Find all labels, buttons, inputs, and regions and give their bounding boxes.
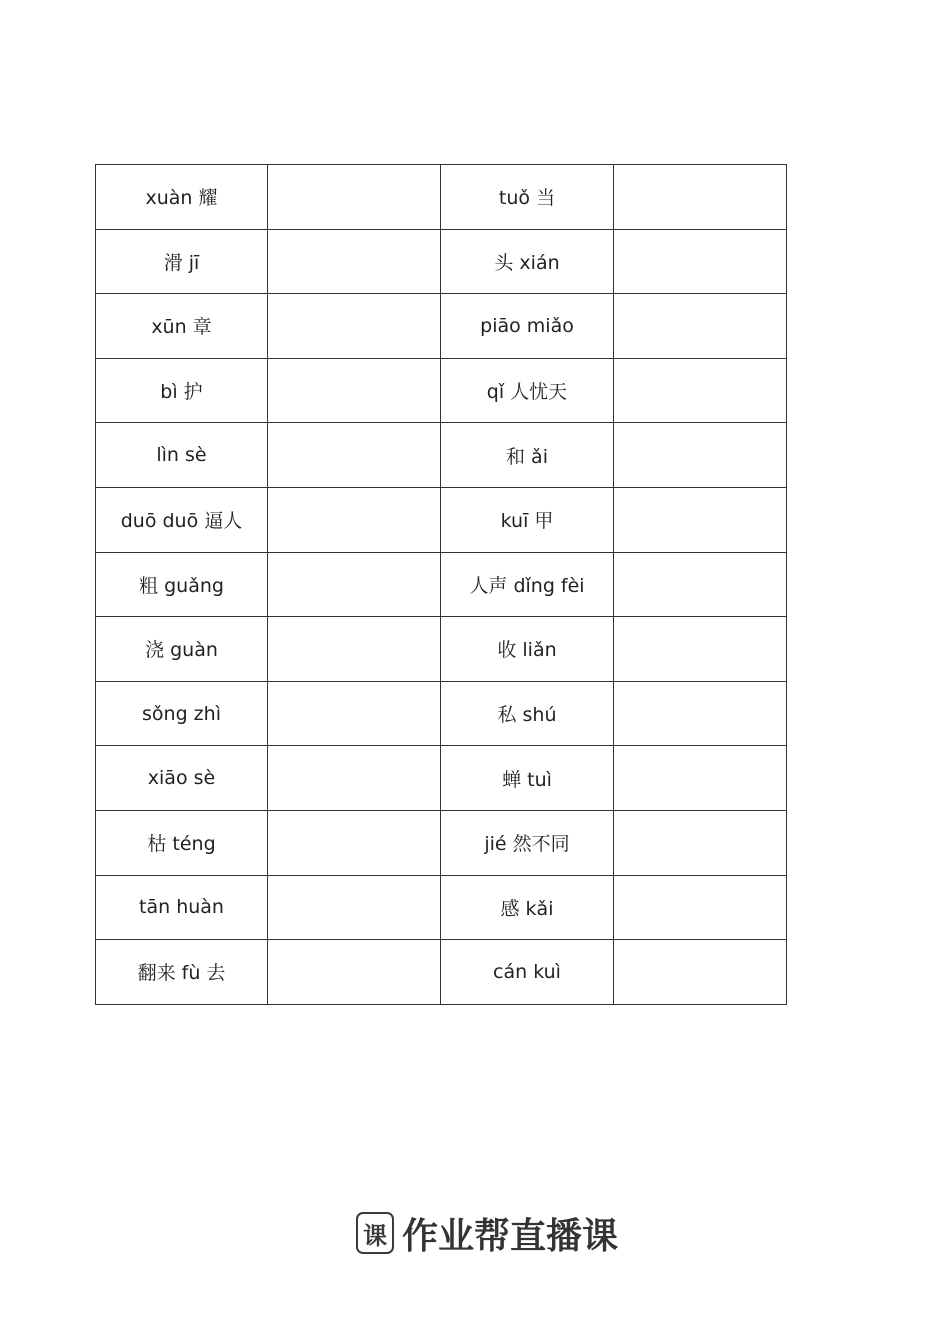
answer-cell-right[interactable] — [614, 552, 787, 617]
prompt-cell-right: 收 liǎn — [441, 617, 614, 682]
prompt-cell-left: 粗 guǎng — [96, 552, 268, 617]
answer-cell-left[interactable] — [268, 487, 441, 552]
prompt-cell-left: xūn 章 — [96, 294, 268, 359]
table-row — [96, 165, 787, 230]
answer-cell-left[interactable] — [268, 423, 441, 488]
prompt-cell-left: sǒng zhì — [96, 681, 268, 746]
answer-cell-right[interactable] — [614, 294, 787, 359]
prompt-cell-right: piāo miǎo — [441, 294, 614, 359]
answer-cell-left[interactable] — [268, 875, 441, 940]
answer-cell-left[interactable] — [268, 165, 441, 230]
logo-badge-icon: 课 — [356, 1212, 394, 1254]
prompt-cell-right: tuǒ 当 — [441, 165, 614, 230]
prompt-cell-right: 和 ǎi — [441, 423, 614, 488]
prompt-cell-left: duō duō 逼人 — [96, 487, 268, 552]
answer-cell-right[interactable] — [614, 746, 787, 811]
table-row — [96, 358, 787, 423]
prompt-cell-right: 蝉 tuì — [441, 746, 614, 811]
prompt-cell-right: kuī 甲 — [441, 487, 614, 552]
answer-cell-left[interactable] — [268, 810, 441, 875]
prompt-cell-right: qǐ 人忧天 — [441, 358, 614, 423]
answer-cell-left[interactable] — [268, 229, 441, 294]
prompt-cell-left: lìn sè — [96, 423, 268, 488]
prompt-cell-left: 枯 téng — [96, 810, 268, 875]
prompt-cell-left: 浇 guàn — [96, 617, 268, 682]
table-row — [96, 423, 787, 488]
answer-cell-right[interactable] — [614, 681, 787, 746]
table-row — [96, 940, 787, 1005]
table-row — [96, 487, 787, 552]
answer-cell-right[interactable] — [614, 940, 787, 1005]
answer-cell-left[interactable] — [268, 617, 441, 682]
answer-cell-right[interactable] — [614, 875, 787, 940]
table-body — [96, 165, 787, 1005]
table-row — [96, 681, 787, 746]
answer-cell-left[interactable] — [268, 358, 441, 423]
prompt-cell-left: 滑 jī — [96, 229, 268, 294]
answer-cell-left[interactable] — [268, 294, 441, 359]
prompt-cell-left: bì 护 — [96, 358, 268, 423]
prompt-cell-left: xuàn 耀 — [96, 165, 268, 230]
prompt-cell-right: 私 shú — [441, 681, 614, 746]
prompt-cell-right: cán kuì — [441, 940, 614, 1005]
table-row — [96, 229, 787, 294]
pinyin-exercise-table — [95, 164, 787, 1005]
table-row — [96, 875, 787, 940]
table-row — [96, 552, 787, 617]
answer-cell-right[interactable] — [614, 810, 787, 875]
answer-cell-left[interactable] — [268, 940, 441, 1005]
prompt-cell-right: jié 然不同 — [441, 810, 614, 875]
table-row — [96, 810, 787, 875]
table-row — [96, 294, 787, 359]
answer-cell-right[interactable] — [614, 165, 787, 230]
table-row — [96, 746, 787, 811]
prompt-cell-right: 感 kǎi — [441, 875, 614, 940]
footer-logo — [356, 1210, 618, 1256]
prompt-cell-right: 头 xián — [441, 229, 614, 294]
answer-cell-right[interactable] — [614, 229, 787, 294]
answer-cell-left[interactable] — [268, 681, 441, 746]
table-row — [96, 617, 787, 682]
logo-text: 作业帮直播课 — [402, 1215, 619, 1257]
answer-cell-right[interactable] — [614, 617, 787, 682]
answer-cell-right[interactable] — [614, 487, 787, 552]
answer-cell-right[interactable] — [614, 358, 787, 423]
answer-cell-left[interactable] — [268, 552, 441, 617]
answer-cell-left[interactable] — [268, 746, 441, 811]
prompt-cell-left: 翻来 fù 去 — [96, 940, 268, 1005]
prompt-cell-left: xiāo sè — [96, 746, 268, 811]
prompt-cell-right: 人声 dǐng fèi — [441, 552, 614, 617]
prompt-cell-left: tān huàn — [96, 875, 268, 940]
answer-cell-right[interactable] — [614, 423, 787, 488]
